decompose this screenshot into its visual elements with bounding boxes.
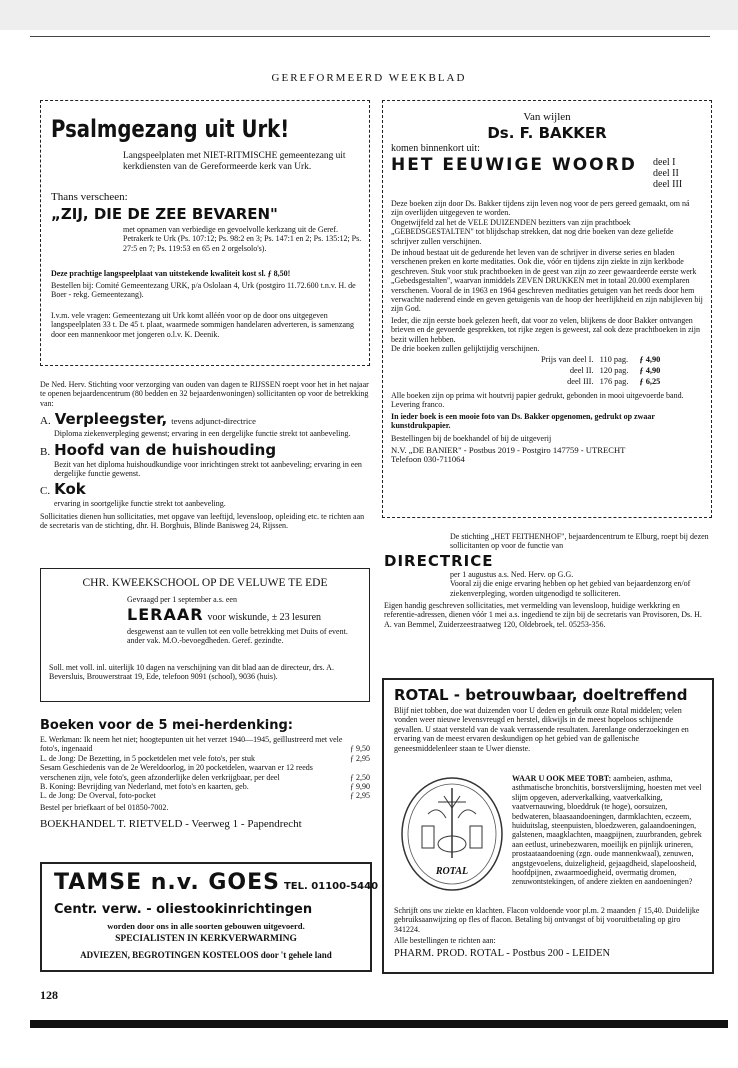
psalm-desc: met opnamen van verbiedige en gevoelvolle kerkzang uit de Geref. Petrakerk te Urk (Ps. 107:12; Ps. 98:2 en 3; Ps. 147:1 en 2; Ps. 135:12; Ps. 27:5 en 7; Ps. 119:53 en 65 en 2 orgelsolo's). (123, 225, 362, 253)
feithenhof-ad (384, 532, 710, 629)
rijssen-item: C. Kok ervaring in soortgelijke functie strekt tot aanbeveling. (40, 480, 370, 508)
list-item: L. de Jong: De Overval, foto-pocket ƒ 2,95 (40, 791, 370, 801)
rijssen-item: B. Hoofd van de huishouding Bezit van het diploma huishoudkundige voor inrichtingen strekt tot aanbeveling; ervaring in een dergelijke functie gewenst. (40, 441, 370, 479)
running-head: GEREFORMEERD WEEKBLAD (271, 72, 467, 84)
bakker-name: Ds. F. BAKKER (487, 124, 607, 142)
page-number: 128 (40, 988, 58, 1002)
kweekschool-apply: Soll. met voll. inl. uiterlijk 10 dagen na verschijning van dit blad aan de directeur, drs. A. Beversluis, Brouwerstraat 19, Ede, telefoon 9091 (school), 9036 (huis). (49, 663, 334, 682)
tamse-tel: TEL. 01100-5440 (283, 881, 379, 892)
feithenhof-t3: Eigen handig geschreven sollicitaties, met vermelding van levensloop, huidige werkkring en referentie-adressen, dienen vóór 1 mei a.s. ingediend te zijn bij de secretaris van Provisoren, Ds. H. A. van Bemmel, Zuiderzeestraatweg 120, Oldebroek, tel. 05253-356. (384, 601, 702, 629)
feithenhof-intro: De stichting „HET FEITHENHOF", bejaardencentrum te Elburg, roept bij dezen sollicitanten op voor de functie van (450, 532, 709, 551)
bakker-tel: Telefoon 030-711064 (391, 454, 465, 465)
tamse-ad (40, 862, 379, 972)
kweekschool-gevraagd: Gevraagd per 1 september a.s. een (127, 595, 237, 604)
bakker-p6: Alle boeken zijn op prima wit houtvrij papier gedrukt, gebonden in mooi uitgevoerde band. Levering franco. (391, 390, 684, 410)
rijssen-item-title: Kok (54, 480, 86, 499)
bakker-delen: deel I deel II deel III (653, 157, 683, 190)
psalm-title: Psalmgezang uit Urk! (51, 115, 290, 143)
psalm-thans: Thans verscheen: (51, 191, 128, 203)
bottom-scan-edge (30, 1020, 728, 1028)
rijssen-ad (40, 380, 370, 531)
rijssen-item-text: Diploma ziekenverpleging gewenst; ervaring in een dergelijke functie strekt tot aanbeveling. (54, 429, 351, 439)
kweekschool-ad (40, 568, 370, 702)
boeken-shop: BOEKHANDEL T. RIETVELD - Veerweg 1 - Papendrecht (40, 818, 302, 831)
rijssen-item-title: Hoofd van de huishouding (54, 440, 277, 459)
bakker-publisher: N.V. „DE BANIER" - Postbus 2019 - Postgiro 147759 - UTRECHT (391, 444, 626, 455)
list-item: B. Koning: Bevrijding van Nederland, met foto's en kaarten, geb. ƒ 9,90 (40, 782, 370, 792)
list-item: E. Werkman: Ik neem het niet; hoogtepunten uit het verzet 1940—1945, geïllustreerd met vele foto's, ingenaaid ƒ 9,50 (40, 735, 370, 754)
kweekschool-role-suffix: voor wiskunde, ± 23 lesuren (207, 612, 322, 623)
bakker-ad (382, 100, 712, 518)
boeken-title: Boeken voor de 5 mei-herdenking: (40, 718, 293, 733)
table-row: deel II. 120 pag. ƒ 4,90 (569, 365, 661, 375)
rotal-lead: WAAR U OOK MEE TOBT: (512, 774, 612, 783)
rotal-list-text: aambeien, asthma, asthmatische bronchitis, borstverslijming, hoesten met veel slijm opgeven, aderverkalking, vaatverkalking, vaatvernauwing, bloeddruk (te hoge), oorsuizen, bedwateren, blaasaandoeningen, darmklachten, eczeem, huiduitslag, steenpuisten, bloedzweren, galaandoeningen, galstenen, maagklachten, maagpijnen, zuurbranden, gebrek aan eetlust, urinebezwaren, moeilijk en pijnlijk urineren, prostaataandoening (zgn. oude mannenkwaal), zenuwen, angstgevoelens, duizeligheid, gejaagdheid, slapeloosheid, hoofdpijnen, zwaarmoedigheid, overmatig dromen, zenuwontstekingen, of andere ziekten en aandoeningen? (512, 774, 702, 887)
bakker-p7: In ieder boek is een mooie foto van Ds. Bakker opgenomen, gedrukt op zwaar kunstdrukpapier. (391, 411, 655, 430)
feithenhof-t2: Vooral zij die enige ervaring hebben op het gebied van bejaardenzorg en/of ziekenverpleging, worden uitgenodigd te solliciteren. (450, 579, 691, 598)
rotal-emblem-icon (398, 774, 506, 898)
rijssen-item-text: ervaring in soortgelijke functie strekt tot aanbeveling. (54, 499, 226, 509)
rijssen-item-suffix: tevens adjunct-directrice (171, 416, 256, 427)
rotal-p2: Schrijft ons uw ziekte en klachten. Flacon voldoende voor pl.m. 2 maanden ƒ 15,40. Duidelijke gebruiksaanwijzing op fles of flacon. Betaling bij ontvangst of bij vooruitbetaling op giro 341224. (394, 906, 700, 934)
list-item: Sesam Geschiedenis van de 2e Wereldoorlog, in 20 pocketdelen, waarvan er 12 reeds verschenen zijn, vele foto's, geen afzonderlijke delen verkrijgbaar, per deel ƒ 2,50 (40, 763, 370, 782)
bakker-p5: De drie boeken zullen gelijktijdig verschijnen. (391, 344, 540, 354)
psalm-order: Bestellen bij: Comité Gemeentezang URK, p/a Oslolaan 4, Urk (postgiro 11.72.600 t.n.v. H. de Boer - rekg. Gemeentezang). (51, 281, 356, 300)
bakker-komen: komen binnenkort uit: (391, 143, 480, 154)
rotal-address: PHARM. PROD. ROTAL - Postbus 200 - LEIDEN (394, 948, 611, 959)
list-item: L. de Jong: De Bezetting, in 5 pocketdelen met vele foto's, per stuk ƒ 2,95 (40, 753, 370, 763)
bakker-p4: Ieder, die zijn eerste boek gelezen heeft, dat voor zo velen, blijkens de door Bakker ontvangen brieven en de gevoerde gesprekken, tot rijke zegen is geweest, zal ook deze prachtboeken in zijn bezit willen hebben. (391, 315, 700, 344)
psalm-price: Deze prachtige langspeelplaat van uitstekende kwaliteit kost sl. ƒ 8,50! (51, 269, 291, 278)
rijssen-item-title: Verpleegster, (54, 410, 168, 429)
tamse-line2: worden door ons in alle soorten gebouwen uitgevoerd. (107, 921, 305, 931)
bakker-p1: Deze boeken zijn door Ds. Bakker tijdens zijn leven nog voor de pers gereed gemaakt, om ná zijn overlijden uitgegeven te worden. (391, 199, 690, 218)
rotal-list (512, 774, 704, 887)
rotal-p1: Blijf niet tobben, doe wat duizenden voor U deden en gebruik onze Rotal middelen; velen vonden weer nieuwe levensvreugd en herstel, dikwijls in de meest hopeloos schijnende gevallen. U staat versteld van de vaak verrassende resultaten. Jarenlange onderzoekingen en ervaring van de meest ervaren deskundigen op het gebied van de gallenische geneesmiddelenleer staan te Uwer dienste. (394, 706, 689, 753)
rotal-logo-text: ROTAL (435, 866, 469, 877)
rijssen-intro: De Ned. Herv. Stichting voor verzorging van ouden van dagen te RIJSSEN roept voor het in het najaar te openen bejaardencentrum (80 bedden en 32 bejaardenwoningen) sollicitanten op voor de betrekking van: (40, 380, 369, 408)
tamse-line3: SPECIALISTEN IN KERKVERWARMING (115, 934, 297, 944)
bakker-p3: De inhoud bestaat uit de gedurende het leven van de schrijver in diverse series en bladen verschenen preken en korte meditaties. Ook die, vóór en tijdens zijn ziekte in zijn kerkbode geschreven. Stuk voor stuk prachtboeken in de geest van zijn zo zeer gewaardeerde eerste werk „Gebedsgestalten", waarvan inmiddels ZEVEN DRUKKEN met in totaal 20.000 exemplaren verschenen. Vooral de in 1963 en 1964 geschreven meditaties getuigen van het reeds door hem verwachte naderend einde en geven getuigenis van de hoop der heerlijkheid en zijn nabijleven bij zijn God. (391, 248, 703, 314)
psalm-note: I.v.m. vele vragen: Gemeentezang uit Urk komt alléén voor op de door ons uitgegeven langspeelplaten 33 t. De 45 t. plaat, waarmede sommigen handelaren adverteren, is samenzang door een mannenkoor met jongeren o.l.v. K. Deenik. (51, 311, 354, 339)
table-row: deel III. 176 pag. ƒ 6,25 (567, 377, 661, 387)
boeken-ad (40, 718, 370, 830)
psalm-record-title: „ZIJ, DIE DE ZEE BEVAREN" (51, 205, 278, 223)
tamse-line1: Centr. verw. - oliestookinrichtingen (54, 902, 313, 917)
feithenhof-t1: per 1 augustus a.s. Ned. Herv. op G.G. (450, 569, 574, 579)
bakker-p8: Bestellingen bij de boekhandel of bij de uitgeverij (391, 434, 552, 444)
rijssen-item-text: Bezit van het diploma huishoudkundige voor inrichtingen strekt tot aanbeveling; ervaring in een dergelijke functie gewenst. (54, 459, 362, 479)
kweekschool-role: LERAAR (127, 605, 204, 624)
bakker-p2: Ongetwijfeld zal het de VELE DUIZENDEN bezitters van zijn prachtboek „GEBEDSGESTALTEN" tot blijdschap strekken, dat nog drie boeken van deze geliefde schrijver zullen verschijnen. (391, 217, 674, 246)
rotal-p3: Alle bestellingen te richten aan: (394, 936, 496, 945)
psalm-intro: Langspeelplaten met NIET-RITMISCHE gemeentezang uit kerkdiensten van de Gereformeerde kerk van Urk. (123, 151, 346, 172)
kweekschool-title: CHR. KWEEKSCHOOL OP DE VELUWE TE EDE (82, 577, 328, 589)
table-row: Prijs van deel I. 110 pag. ƒ 4,90 (541, 354, 661, 364)
rijssen-item: A. Verpleegster, tevens adjunct-directrice Diploma ziekenverpleging gewenst; ervaring in een dergelijke functie strekt tot aanbeveling. (40, 410, 370, 438)
kweekschool-desc: desgewenst aan te vullen tot een volle betrekking met Duits of event. ander vak. M.O.-bevoegdheden. Geref. gezindte. (127, 627, 348, 646)
rijssen-closing: Sollicitaties dienen hun sollicitaties, met opgave van leeftijd, levensloop, opleiding etc. te richten aan de secretaris van de stichting, dhr. H. Borghuis, Blinde Banisweg 24, Rijssen. (40, 511, 365, 531)
psalm-ad (40, 100, 370, 366)
tamse-name: TAMSE n.v. GOES (54, 870, 280, 895)
boeken-list (40, 735, 370, 801)
tamse-line4: ADVIEZEN, BEGROTINGEN KOSTELOOS door 't gehele land (80, 950, 332, 960)
bakker-van: Van wijlen (523, 111, 571, 123)
rotal-logo (398, 774, 506, 898)
scan-top-margin (0, 0, 738, 30)
feithenhof-role: DIRECTRICE (384, 551, 494, 570)
top-rule (30, 36, 710, 37)
boeken-order: Bestel per briefkaart of bel 01850-7002. (40, 802, 169, 812)
rotal-ad (382, 678, 714, 974)
rotal-title: ROTAL - betrouwbaar, doeltreffend (394, 686, 688, 704)
bakker-price-table (541, 354, 661, 388)
bakker-title: HET EEUWIGE WOORD (391, 155, 637, 175)
